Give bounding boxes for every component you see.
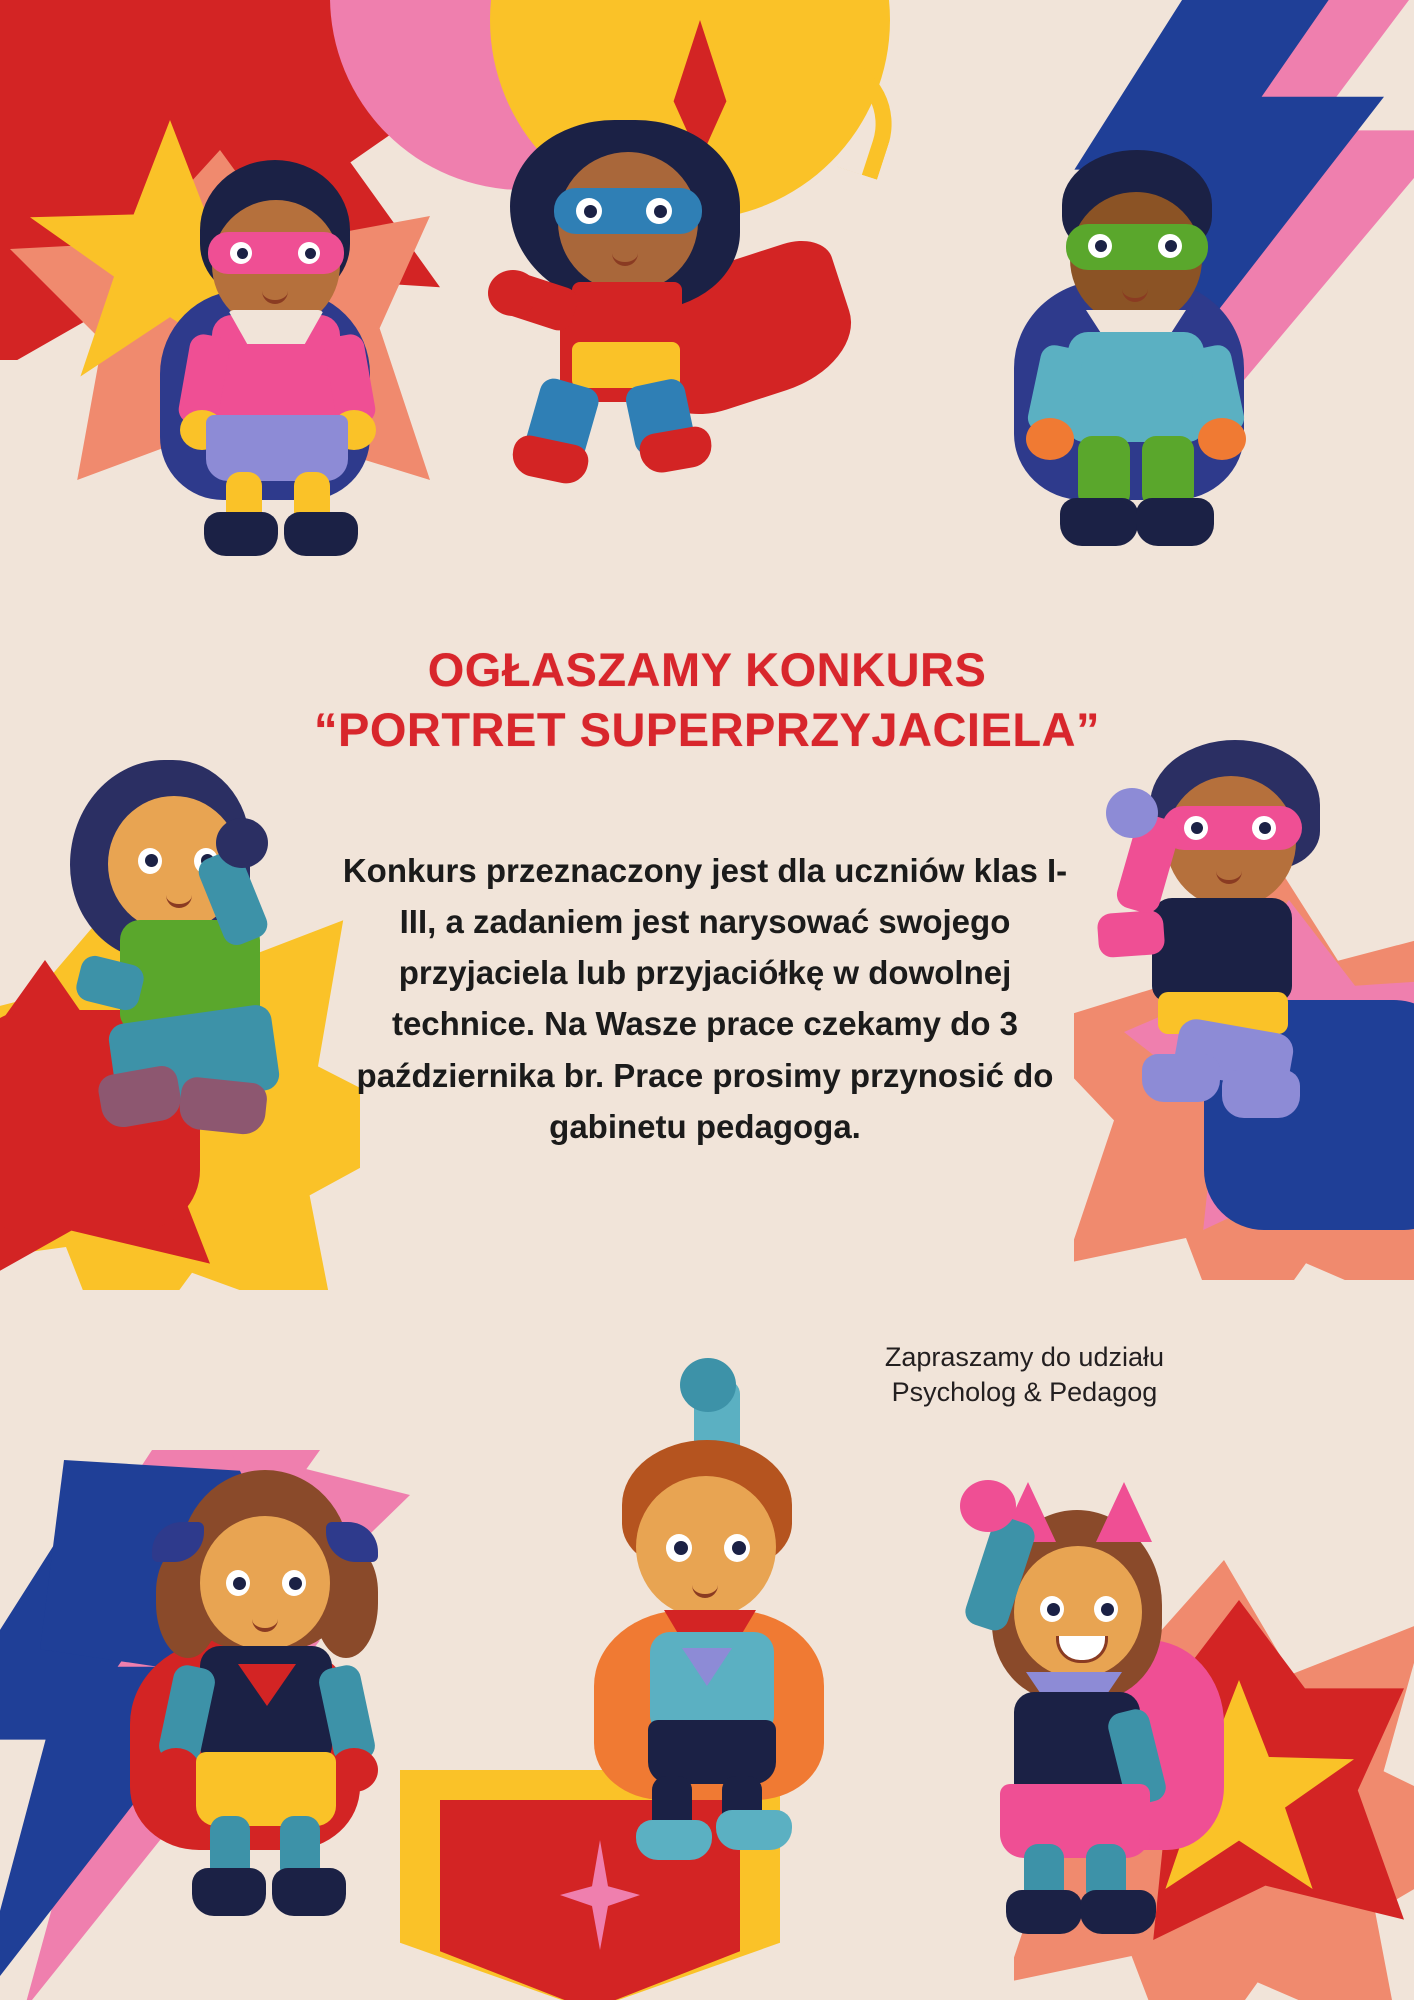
poster-signature bbox=[885, 1340, 1164, 1410]
title-line-2: “PORTRET SUPERPRZYJACIELA” bbox=[314, 703, 1100, 757]
illustration-flying-superhero-girl bbox=[480, 110, 820, 470]
illustration-superhero-boy-orange-cape bbox=[570, 1380, 870, 1850]
title-line-1: OGŁASZAMY KONKURS bbox=[427, 643, 987, 696]
poster-title bbox=[0, 640, 1414, 760]
illustration-superhero-girl-pink-mask bbox=[150, 160, 410, 560]
body-paragraph: Konkurs przeznaczony jest dla uczniów klas I-III, a zadaniem jest narysować swojego przyjaciela lub przyjaciółkę w dowolnej technice. Na Wasze prace czekamy do 3 października br. Prace prosimy przynosić do gabinetu pedagoga. bbox=[342, 852, 1068, 1145]
signature-line-2: Psycholog & Pedagog bbox=[891, 1377, 1158, 1408]
illustration-superhero-girl-pigtails bbox=[130, 1470, 410, 1930]
signature-line-1: Zapraszamy do udziału bbox=[884, 1342, 1164, 1372]
illustration-superhero-boy-green-mask bbox=[1000, 150, 1270, 550]
illustration-superhero-boy-pink-mask bbox=[1080, 740, 1380, 1160]
illustration-superhero-girl-pink-cape bbox=[930, 1460, 1220, 1930]
poster-body bbox=[340, 845, 1070, 1152]
illustration-superhero-girl-green-top bbox=[60, 760, 340, 1160]
